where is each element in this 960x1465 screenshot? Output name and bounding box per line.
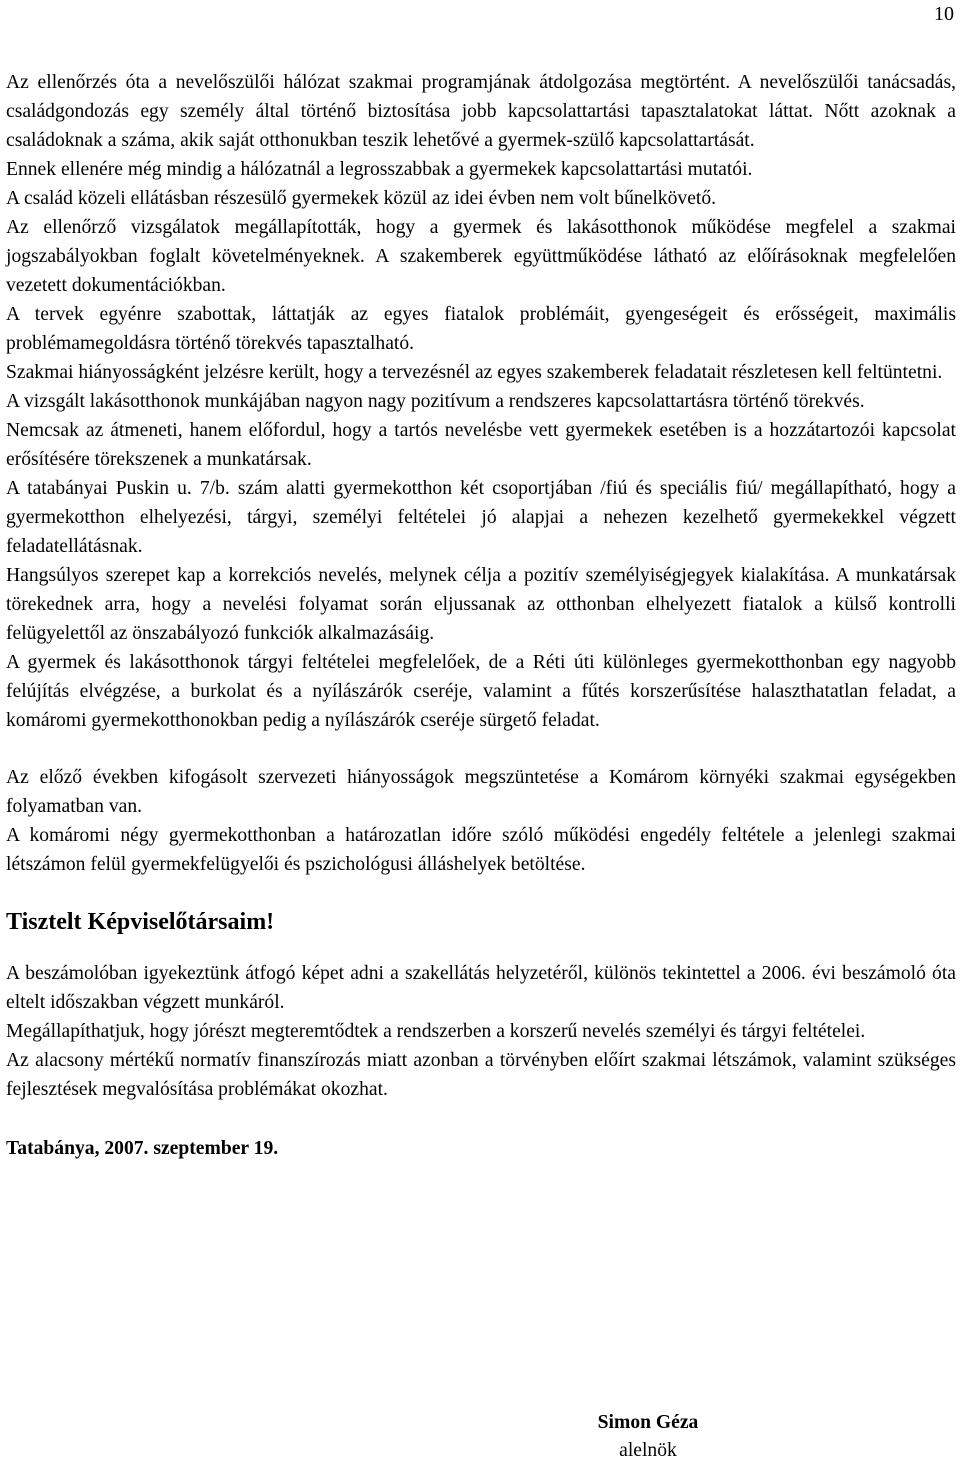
paragraph: Az ellenőrző vizsgálatok megállapították, hogy a gyermek és lakásotthonok működése megfelel a szakmai jogszabályokban foglalt követelményeknek. A szakemberek együttműködése látható az előírásoknak megfelelően vezetett dokumentációkban.	[6, 217, 956, 296]
paragraph: A beszámolóban igyekeztünk átfogó képet adni a szakellátás helyzetéről, különös tekintettel a 2006. évi beszámoló óta eltelt időszakban végzett munkáról.	[6, 963, 956, 1013]
page-number: 10	[934, 3, 954, 25]
paragraph: Hangsúlyos szerepet kap a korrekciós nevelés, melynek célja a pozitív személyiségjegyek kialakítása. A munkatársak törekednek arra, hogy a nevelési folyamat során eljussanak az otthonban elhelyezett fiatalok a külső kontrolli felügyelettől az önszabályozó funkciók alkalmazásáig.	[6, 565, 956, 644]
paragraph: Az előző években kifogásolt szervezeti hiányosságok megszüntetése a Komárom környéki szakmai egységekben folyamatban van.	[6, 767, 956, 817]
paragraph: A tatabányai Puskin u. 7/b. szám alatti gyermekotthon két csoportjában /fiú és speciális fiú/ megállapítható, hogy a gyermekotthon elhelyezési, tárgyi, személyi feltételei jó alapjai a nehezen kezelhető gyermekekkel végzett feladatellátásnak.	[6, 478, 956, 557]
salutation-heading: Tisztelt Képviselőtársaim!	[6, 909, 275, 935]
paragraph: Nemcsak az átmeneti, hanem előfordul, hogy a tartós nevelésbe vett gyermekek esetében is a hozzátartozói kapcsolat erősítésére törekszenek a munkatársak.	[6, 420, 956, 470]
paragraph: A vizsgált lakásotthonok munkájában nagyon nagy pozitívum a rendszeres kapcsolattartásra történő törekvés.	[6, 391, 865, 412]
paragraph-spacer	[6, 735, 956, 763]
paragraph: Ennek ellenére még mindig a hálózatnál a legrosszabbak a gyermekek kapcsolattartási mutatói.	[6, 159, 753, 180]
paragraph: Az ellenőrzés óta a nevelőszülői hálózat szakmai programjának átdolgozása megtörtént. A nevelőszülői tanácsadás, családgondozás egy személy által történő biztosítása jobb kapcsolattartási tapasztalatokat láttat. Nőtt azoknak a családoknak a száma, akik saját otthonukban teszik lehetővé a gyermek-szülő kapcsolattartását.	[6, 72, 956, 151]
paragraph: Az alacsony mértékű normatív finanszírozás miatt azonban a törvényben előírt szakmai létszámok, valamint szükséges fejlesztések megvalósítása problémákat okozhat.	[6, 1050, 956, 1100]
signature-block	[578, 1409, 718, 1465]
place-date: Tatabánya, 2007. szeptember 19.	[6, 1138, 279, 1159]
paragraph: Szakmai hiányosságként jelzésre került, hogy a tervezésnél az egyes szakemberek feladatait részletesen kell feltüntetni.	[6, 362, 943, 383]
signer-name: Simon Géza	[597, 1412, 699, 1433]
document-body	[6, 68, 956, 1163]
paragraph: A gyermek és lakásotthonok tárgyi feltételei megfelelőek, de a Réti úti különleges gyermekotthonban egy nagyobb felújítás elvégzése, a burkolat és a nyílászárók cseréje, valamint a fűtés korszerűsítése halaszthatatlan feladat, a komáromi gyermekotthonokban pedig a nyílászárók cseréje sürgető feladat.	[6, 652, 956, 731]
paragraph: Megállapíthatjuk, hogy jórészt megteremtődtek a rendszerben a korszerű nevelés személyi és tárgyi feltételei.	[6, 1021, 866, 1042]
paragraph: A család közeli ellátásban részesülő gyermekek közül az idei évben nem volt bűnelkövető.	[6, 188, 717, 209]
paragraph: A tervek egyénre szabottak, láttatják az egyes fiatalok problémáit, gyengeségeit és erősségeit, maximális problémamegoldásra történő törekvés tapasztalható.	[6, 304, 956, 354]
signer-title: alelnök	[619, 1440, 677, 1461]
paragraph: A komáromi négy gyermekotthonban a határozatlan időre szóló működési engedély feltétele a jelenlegi szakmai létszámon felül gyermekfelügyelői és pszichológusi álláshelyek betöltése.	[6, 825, 956, 875]
